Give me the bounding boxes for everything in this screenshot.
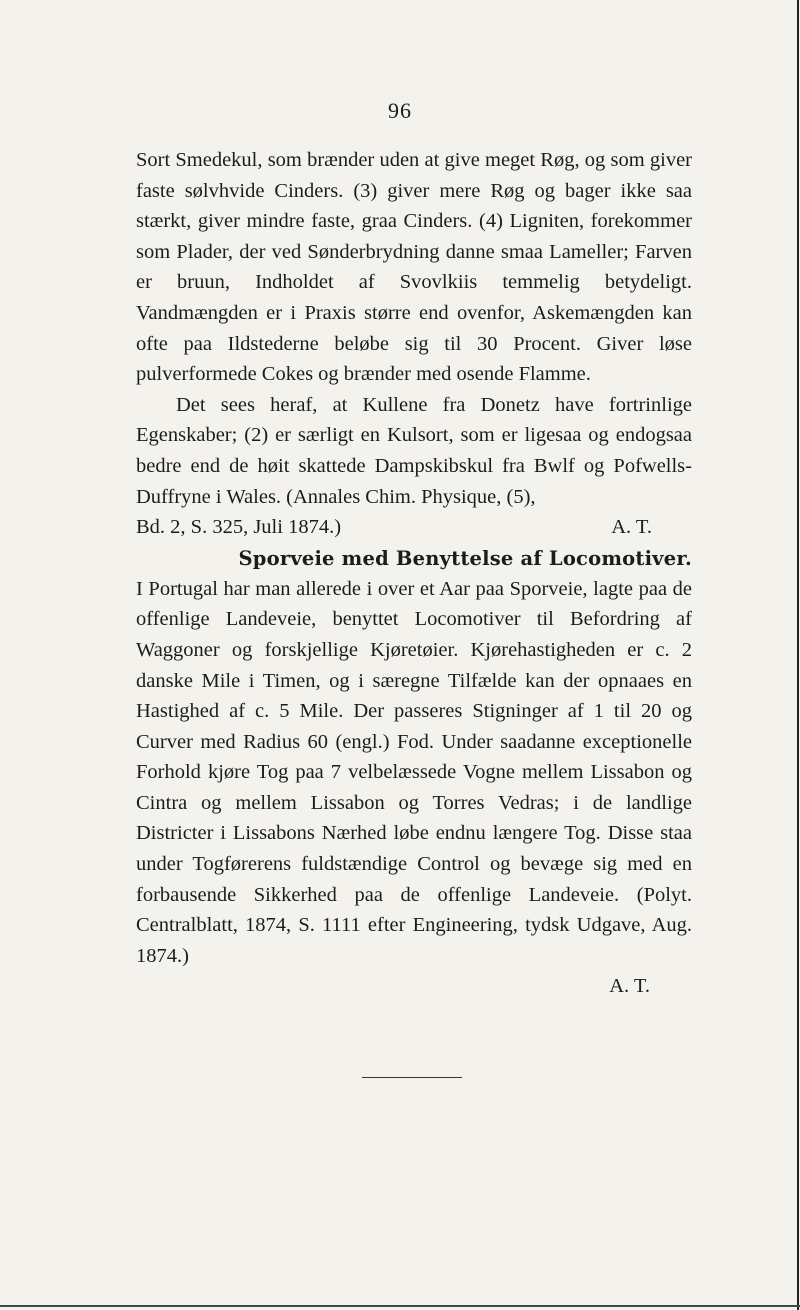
paragraph-portugal-tramways: I Portugal har man allerede i over et Aar paa Sporveie, lagte paa de offenlige Landeveie, benyttet Locomotiver til Befordring af Waggoner og forskjellige Kjøretøier. Kjørehastigheden er c. 2 danske Mile i Timen, og i særegne Tilfælde kan der opnaaes en Hastighed af c. 5 Mile. Der passeres Stigninger af 1 til 20 og Curver med Radius 60 (engl.) Fod. Under saadanne exceptionelle Forhold kjøre Tog paa 7 velbelæssede Vogne mellem Lissabon og Cintra og mellem Lissabon og Torres Vedras; i de landlige Districter i Lissabons Nærhed løbe endnu længere Tog. Disse staa under Togførerens fuldstændige Control og bevæge sig med en forbausende Sikkerhed paa de offenlige Landeveie. (Polyt. Centralblatt, 1874, S. 1111 efter Engineering, tydsk Udgave, Aug. 1874.) [136,577,692,967]
citation-text: Bd. 2, S. 325, Juli 1874.) [136,516,342,539]
citation-line [136,512,692,543]
author-signature: A. T. [611,516,652,539]
page-body [136,145,692,1002]
paragraph-coal-types: Sort Smedekul, som brænder uden at give meget Røg, og som giver faste sølvhvide Cinders. (3) giver mere Røg og bager ikke saa stærkt, giver mindre faste, graa Cinders. (4) Ligniten, forekommer som Plader, der ved Sønderbrydning danne smaa Lameller; Farven er bruun, Indholdet af Svovlkiis temmelig betydeligt. Vandmængden er i Praxis større end ovenfor, Askemængden kan ofte paa Ildstederne beløbe sig til 30 Procent. Giver løse pulverformede Cokes og brænder med osende Flamme. [136,149,692,386]
section-heading: Sporveie med Benyttelse af Locomotiver. [238,546,692,570]
end-rule [362,1077,462,1078]
page-edge-bottom [0,1305,800,1307]
author-signature: A. T. [609,975,650,998]
page-number: 96 [388,98,412,123]
page-edge-right [797,0,799,1310]
paragraph-donetz-conclusion: Det sees heraf, at Kullene fra Donetz have fortrinlige Egenskaber; (2) er særligt en Kulsort, som er ligesaa og endogsaa bedre end de høit skattede Dampskibskul fra Bwlf og Pofwells-Duffryne i Wales. (Annales Chim. Physique, (5), [136,393,692,508]
